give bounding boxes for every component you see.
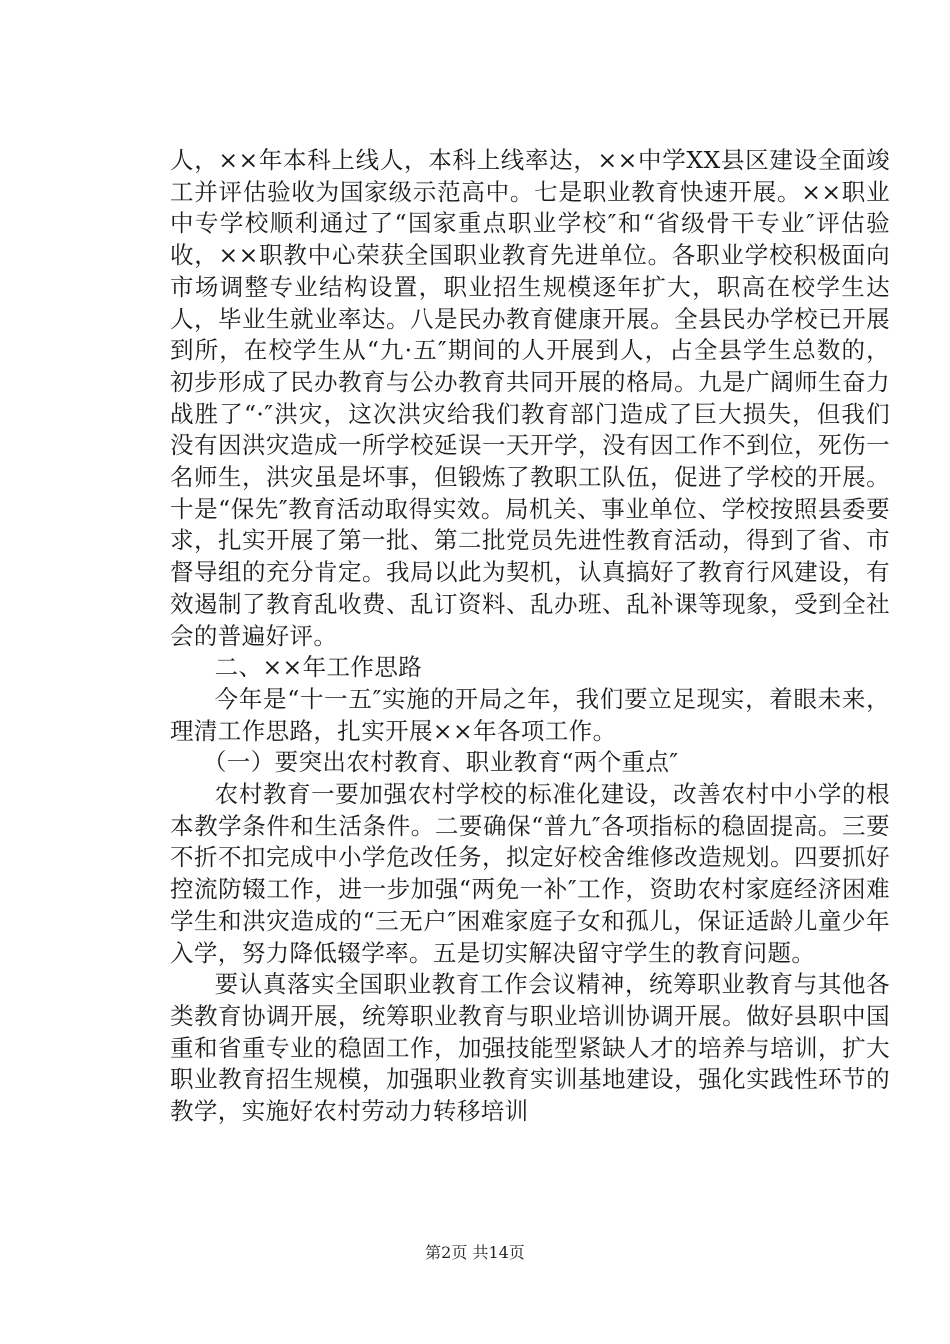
paragraph-vocational-education: 要认真落实全国职业教育工作会议精神，统筹职业教育与其他各类教育协调开展，统筹职业教育与职业培训协调开展。做好县职中国重和省重专业的稳固工作，加强技能型紧缺人才的培养与培训，扩大职业教育招生规模，加强职业教育实训基地建设，强化实践性环节的教学，实施好农村劳动力转移培训 — [170, 970, 890, 1126]
document-body — [170, 145, 890, 1128]
section-heading-work-plan: 二、××年工作思路 — [214, 653, 423, 682]
paragraph-achievements: 人，××年本科上线人，本科上线率达，××中学XX县区建设全面竣工并评估验收为国家级示范高中。七是职业教育快速开展。××职业中专学校顺利通过了“国家重点职业学校″和“省级骨干专业″评估验收，××职教中心荣获全国职业教育先进单位。各职业学校积极面向市场调整专业结构设置，职业招生规模逐年扩大，职高在校学生达人，毕业生就业率达。八是民办教育健康开展。全县民办学校已开展到所，在校学生从“九·五″期间的人开展到人，占全县学生总数的，初步形成了民办教育与公办教育共同开展的格局。九是广阔师生奋力战胜了“·″洪灾，这次洪灾给我们教育部门造成了巨大损失，但我们没有因洪灾造成一所学校延误一天开学，没有因工作不到位，死伤一名师生，洪灾虽是坏事，但锻炼了教职工队伍，促进了学校的开展。十是“保先″教育活动取得实效。局机关、事业单位、学校按照县委要求，扎实开展了第一批、第二批党员先进性教育活动，得到了省、市督导组的充分肯定。我局以此为契机，认真搞好了教育行风建设，有效遏制了教育乱收费、乱订资料、乱办班、乱补课等现象，受到全社会的普遍好评。 — [170, 146, 890, 650]
subsection-heading-two-priorities: （一）要突出农村教育、职业教育“两个重点″ — [202, 748, 679, 777]
paragraph-rural-education: 农村教育一要加强农村学校的标准化建设，改善农村中小学的根本教学条件和生活条件。二要确保“普九″各项指标的稳固提高。三要不折不扣完成中小学危改任务，拟定好校舍维修改造规划。四要抓好控流防辍工作，进一步加强“两免一补″工作，资助农村家庭经济困难学生和洪灾造成的“三无户″困难家庭子女和孤儿，保证适龄儿童少年入学，努力降低辍学率。五是切实解决留守学生的教育问题。 — [170, 780, 890, 967]
paragraph-intro: 今年是“十一五″实施的开局之年，我们要立足现实，着眼未来，理清工作思路，扎实开展××年各项工作。 — [170, 684, 890, 745]
page-number-footer: 第2页 共14页 — [425, 1243, 525, 1262]
